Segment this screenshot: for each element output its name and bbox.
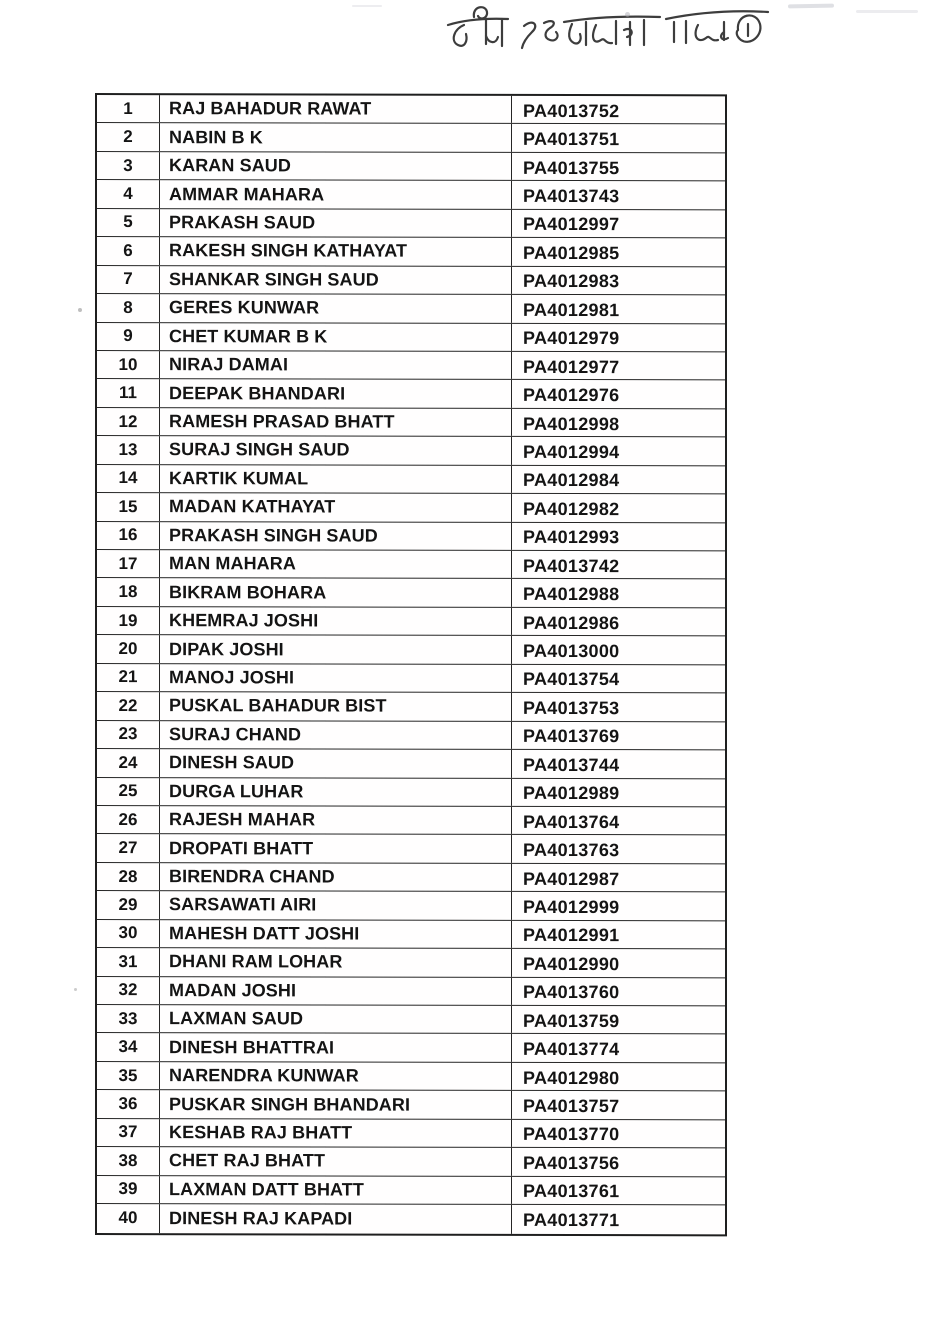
table-row: [97, 778, 725, 808]
serial-cell: 12: [97, 408, 160, 436]
name-cell: CHET KUMAR B K: [160, 323, 512, 351]
passport-cell: PA4013769: [523, 726, 620, 747]
passport-cell: PA4012998: [523, 413, 620, 434]
serial-cell: 31: [97, 948, 160, 976]
name-cell: MAN MAHARA: [160, 550, 512, 578]
scan-smudge: [856, 10, 918, 13]
name-cell: SURAJ SINGH SAUD: [160, 436, 512, 464]
name-cell: AMMAR MAHARA: [160, 180, 512, 208]
table-row: [97, 806, 725, 836]
serial-cell: 3: [97, 152, 160, 180]
name-cell: SURAJ CHAND: [160, 721, 512, 749]
passport-cell: PA4013753: [523, 697, 620, 719]
table-row: [97, 607, 725, 637]
table-row: [97, 863, 725, 893]
serial-cell: 39: [97, 1176, 160, 1204]
passport-cell: PA4012988: [523, 584, 620, 605]
table-row: [97, 1033, 725, 1063]
serial-cell: 21: [97, 664, 160, 692]
name-cell: KARTIK KUMAL: [160, 465, 512, 493]
table-row: [97, 1147, 725, 1177]
passport-cell: PA4012977: [523, 356, 620, 377]
serial-cell: 34: [97, 1033, 160, 1061]
serial-cell: 32: [97, 977, 160, 1005]
passport-cell: PA4012984: [523, 470, 620, 491]
name-cell: BIKRAM BOHARA: [160, 579, 512, 607]
serial-cell: 25: [97, 778, 160, 806]
serial-cell: 4: [97, 180, 160, 208]
name-cell: NIRAJ DAMAI: [160, 351, 512, 379]
name-cell: KESHAB RAJ BHATT: [160, 1119, 512, 1147]
name-cell: SARSAWATI AIRI: [160, 891, 512, 919]
passport-cell: PA4012983: [523, 271, 620, 292]
name-cell: RAMESH PRASAD BHATT: [160, 408, 512, 436]
passport-cell: PA4012980: [523, 1067, 620, 1088]
serial-cell: 15: [97, 493, 160, 521]
table-row: [97, 721, 725, 751]
table-row: [97, 465, 725, 495]
passport-cell: PA4013742: [523, 555, 620, 576]
serial-cell: 30: [97, 920, 160, 948]
table-row: [97, 749, 725, 779]
table-row: [97, 123, 725, 153]
serial-cell: 1: [97, 95, 160, 123]
name-cell: PUSKAR SINGH BHANDARI: [160, 1090, 512, 1118]
serial-cell: 10: [97, 351, 160, 379]
serial-cell: 17: [97, 550, 160, 578]
table-row: [97, 323, 725, 353]
serial-cell: 36: [97, 1090, 160, 1118]
name-cell: MANOJ JOSHI: [160, 664, 512, 692]
serial-cell: 23: [97, 721, 160, 749]
serial-cell: 28: [97, 863, 160, 891]
passport-cell: PA4012981: [523, 299, 620, 320]
passport-cell: PA4013761: [523, 1181, 620, 1202]
name-cell: BIRENDRA CHAND: [160, 863, 512, 891]
passport-cell: PA4013000: [523, 640, 620, 662]
table-row: [97, 1176, 725, 1206]
scan-smudge: [352, 5, 382, 7]
name-cell: DINESH RAJ KAPADI: [160, 1204, 512, 1233]
table-row: [97, 834, 725, 864]
passport-cell: PA4012997: [523, 214, 620, 235]
table-row: [97, 1005, 725, 1035]
scan-speck: [74, 988, 77, 991]
passport-cell: PA4013759: [523, 1010, 620, 1031]
name-cell: PRAKASH SAUD: [160, 209, 512, 237]
table-row: [97, 948, 725, 978]
name-cell: DROPATI BHATT: [160, 835, 512, 863]
table-row: [97, 692, 725, 722]
name-cell: RAJ BAHADUR RAWAT: [160, 95, 512, 123]
table-row: [97, 920, 725, 950]
table-row: [97, 351, 725, 381]
name-cell: KARAN SAUD: [160, 152, 512, 180]
name-cell: NARENDRA KUNWAR: [160, 1062, 512, 1090]
serial-cell: 7: [97, 266, 160, 294]
table-row: [97, 1204, 725, 1234]
table-row: [97, 152, 725, 182]
passport-cell: PA4013764: [523, 811, 620, 832]
table-row: [97, 664, 725, 694]
table-row: [97, 1062, 725, 1092]
table-row: [97, 379, 725, 409]
serial-cell: 22: [97, 692, 160, 720]
passport-cell: PA4012993: [523, 527, 620, 548]
name-cell: LAXMAN DATT BHATT: [160, 1176, 512, 1204]
serial-cell: 26: [97, 806, 160, 834]
name-cell: DIPAK JOSHI: [160, 635, 512, 663]
passport-cell: PA4013743: [523, 185, 620, 207]
name-cell: DINESH SAUD: [160, 749, 512, 777]
passport-cell: PA4013757: [523, 1095, 620, 1117]
name-cell: MADAN KATHAYAT: [160, 493, 512, 521]
table-row: [97, 95, 725, 125]
serial-cell: 14: [97, 465, 160, 493]
passport-cell: PA4013760: [523, 982, 620, 1003]
table-row: [97, 891, 725, 921]
passport-cell: PA4013763: [523, 839, 620, 861]
passport-cell: PA4013771: [523, 1210, 620, 1231]
passport-cell: PA4012991: [523, 925, 620, 946]
table-row: [97, 550, 725, 580]
serial-cell: 11: [97, 379, 160, 407]
passport-cell: PA4012976: [523, 384, 620, 406]
table-row: [97, 578, 725, 608]
serial-cell: 33: [97, 1005, 160, 1033]
serial-cell: 38: [97, 1147, 160, 1175]
table-row: [97, 408, 725, 438]
table-row: [97, 635, 725, 665]
table-row: [97, 266, 725, 296]
serial-cell: 19: [97, 607, 160, 635]
name-cell: CHET RAJ BHATT: [160, 1147, 512, 1175]
serial-cell: 13: [97, 436, 160, 464]
handwriting-strokes: [438, 2, 780, 64]
scan-speck: [78, 308, 82, 312]
table-row: [97, 1090, 725, 1120]
passport-cell: PA4012986: [523, 612, 620, 633]
passport-cell: PA4013770: [523, 1124, 620, 1145]
serial-cell: 2: [97, 123, 160, 151]
serial-cell: 18: [97, 578, 160, 606]
name-cell: DINESH BHATTRAI: [160, 1034, 512, 1062]
passport-cell: PA4012994: [523, 441, 620, 463]
name-cell: RAJESH MAHAR: [160, 806, 512, 834]
serial-cell: 20: [97, 635, 160, 663]
serial-cell: 40: [97, 1204, 160, 1233]
passport-cell: PA4012989: [523, 783, 620, 804]
name-cell: DURGA LUHAR: [160, 778, 512, 806]
name-cell: PUSKAL BAHADUR BIST: [160, 692, 512, 720]
name-cell: NABIN B K: [160, 124, 512, 152]
passport-cell: PA4013756: [523, 1152, 620, 1174]
passport-cell: PA4013774: [523, 1039, 620, 1060]
name-cell: MADAN JOSHI: [160, 977, 512, 1005]
serial-cell: 29: [97, 891, 160, 919]
table-row: [97, 493, 725, 523]
serial-cell: 9: [97, 323, 160, 351]
passport-roster-table: [95, 93, 727, 1236]
name-cell: GERES KUNWAR: [160, 294, 512, 322]
passport-cell: PA4013754: [523, 669, 620, 690]
table-row: [97, 209, 725, 239]
name-cell: LAXMAN SAUD: [160, 1005, 512, 1033]
passport-cell: PA4012982: [523, 498, 620, 519]
passport-cell: PA4012985: [523, 242, 620, 264]
table-row: [97, 180, 725, 210]
serial-cell: 37: [97, 1119, 160, 1147]
name-cell: DHANI RAM LOHAR: [160, 948, 512, 976]
name-cell: KHEMRAJ JOSHI: [160, 607, 512, 635]
serial-cell: 27: [97, 834, 160, 862]
table-row: [97, 1119, 725, 1149]
passport-cell: PA4012990: [523, 953, 620, 974]
passport-cell: PA4012987: [523, 868, 620, 889]
serial-cell: 5: [97, 209, 160, 237]
table-row: [97, 237, 725, 267]
serial-cell: 16: [97, 522, 160, 550]
name-cell: PRAKASH SINGH SAUD: [160, 522, 512, 550]
table-row: [97, 436, 725, 466]
name-cell: RAKESH SINGH KATHAYAT: [160, 237, 512, 265]
passport-cell: PA4013744: [523, 754, 620, 775]
serial-cell: 24: [97, 749, 160, 777]
table-row: [97, 294, 725, 324]
serial-cell: 35: [97, 1062, 160, 1090]
passport-cell: PA4013755: [523, 157, 620, 178]
table-row: [97, 522, 725, 552]
passport-cell: PA4013752: [523, 100, 620, 121]
passport-cell: PA4012999: [523, 896, 620, 918]
serial-cell: 6: [97, 237, 160, 265]
passport-cell: PA4012979: [523, 328, 620, 349]
name-cell: MAHESH DATT JOSHI: [160, 920, 512, 948]
table-row: [97, 977, 725, 1007]
name-cell: SHANKAR SINGH SAUD: [160, 266, 512, 294]
serial-cell: 8: [97, 294, 160, 322]
scan-smudge: [788, 4, 834, 9]
name-cell: DEEPAK BHANDARI: [160, 380, 512, 408]
handwritten-note: [438, 2, 780, 64]
passport-cell: PA4013751: [523, 129, 620, 150]
